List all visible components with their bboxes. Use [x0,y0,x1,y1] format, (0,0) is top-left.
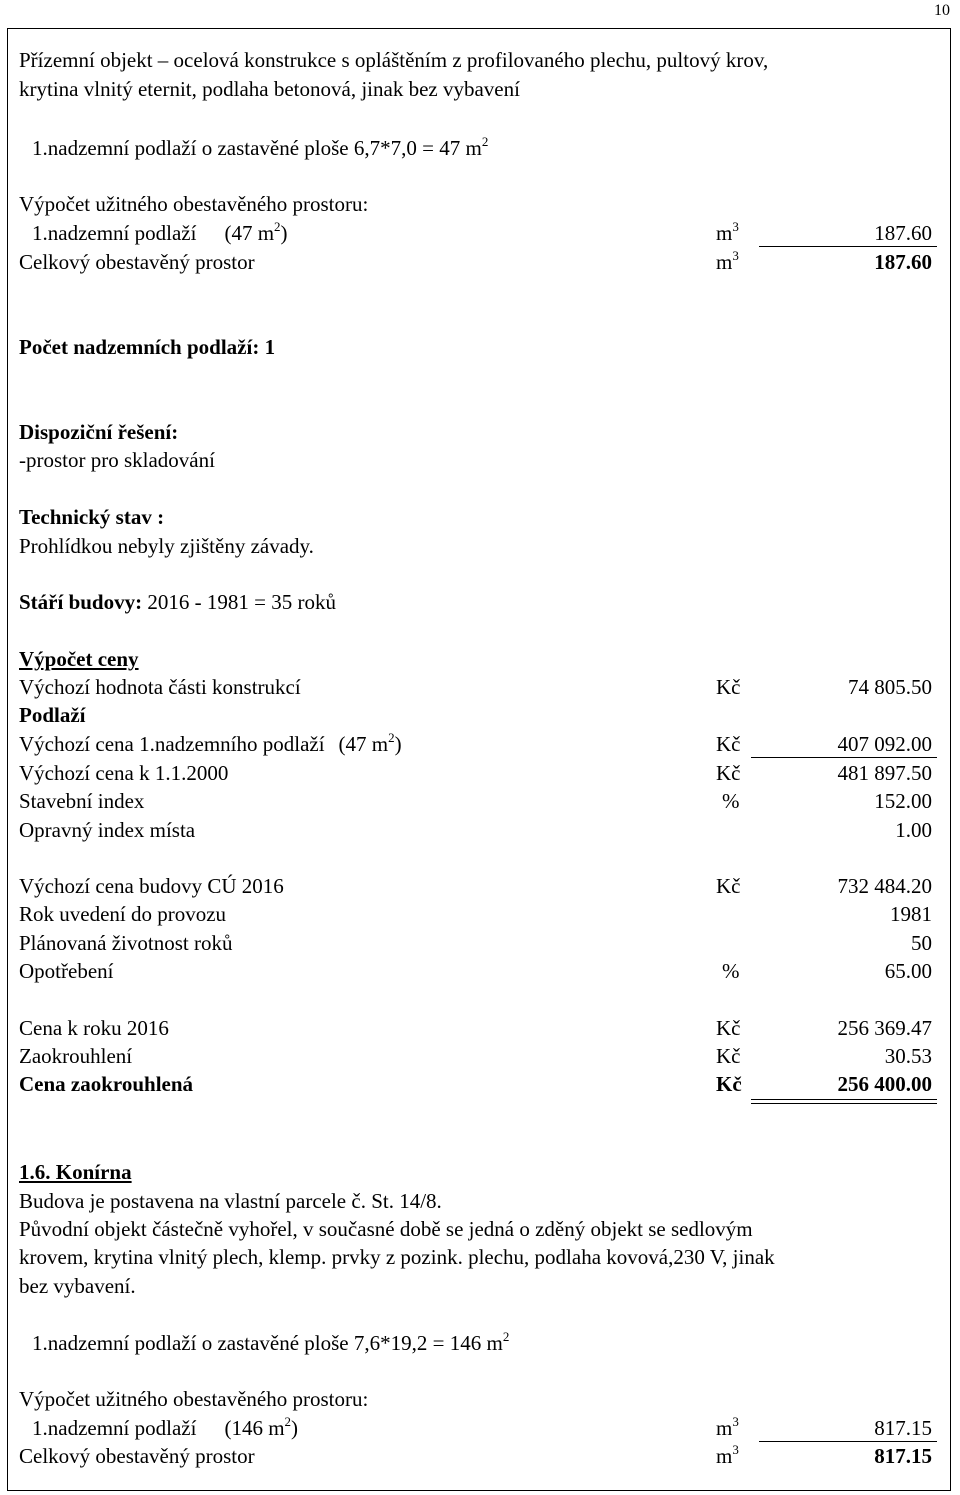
volume-2-sum-rule [759,1441,937,1442]
volume-2-total-label: Celkový obestavěný prostor [19,1444,255,1468]
year-in-use-label: Rok uvedení do provozu [19,902,227,926]
layout-text: -prostor pro skladování [19,448,215,472]
building-index-value: 152.00 [874,789,932,813]
wear-unit: % [722,959,740,983]
volume-1-row-unit-text: m [716,221,733,245]
building-index-label: Stavební index [19,789,145,813]
building-age-text: 2016 - 1981 = 35 roků [147,590,336,614]
volume-1-row-label [32,221,288,248]
volume-2-total-unit-text: m [716,1444,733,1468]
base-floor-label-a: Výchozí cena 1.nadzemního podlaží [19,732,325,756]
volume-1-row-unit [716,221,739,248]
base-floor-value: 407 092.00 [837,732,932,756]
volume-1-total-unit-text: m [716,250,733,274]
volume-2-row-unit-sup: 3 [732,1414,739,1429]
rounding-value: 30.53 [884,1044,932,1068]
volume-2-total-unit-sup: 3 [732,1442,739,1457]
condition-text: Prohlídkou nebyly zjištěny závady. [19,534,314,558]
floor-area-1 [32,136,488,163]
base-2000-unit: Kč [716,761,741,785]
floor-area-2 [32,1331,509,1358]
volume-1-total-value: 187.60 [874,250,932,274]
volume-1-row-value: 187.60 [874,221,932,245]
price-heading: Výpočet ceny [19,647,139,671]
volume-2-row-label [32,1416,298,1443]
location-index-label: Opravný index místa [19,818,196,842]
rounded-price-rule-1 [751,1099,937,1100]
building-index-unit: % [722,789,740,813]
rounded-price-value: 256 400.00 [837,1072,932,1096]
lifetime-value: 50 [911,931,932,955]
floor-area-2-sup: 2 [502,1329,510,1344]
volume-2-row-unit [716,1416,739,1443]
volume-1-total-label: Celkový obestavěný prostor [19,250,255,274]
volume-1-row-label-a: 1.nadzemní podlaží [32,221,197,245]
section-16-heading: 1.6. Konírna [19,1160,132,1184]
intro-line-1: Přízemní objekt – ocelová konstrukce s opláštěním z profilovaného plechu, pultový krov, [19,48,769,72]
volume-2-row-label-b: (146 m [224,1416,285,1440]
intro-line-2: krytina vlnitý eternit, podlaha betonová, jinak bez vybavení [19,77,520,101]
volume-2-total-value: 817.15 [874,1444,932,1468]
volume-1-total-unit [716,250,739,277]
volume-2-row-unit-text: m [716,1416,733,1440]
rounded-price-rule-2 [751,1103,937,1104]
base-building-unit: Kč [716,874,741,898]
floor-area-2-text: 1.nadzemní podlaží o zastavěné ploše 7,6*19,2 = 146 m [32,1331,503,1355]
section-16-p2-line-1: Původní objekt částečně vyhořel, v současné době se jedná o zděný objekt se sedlovým [19,1217,753,1241]
section-16-p2-line-3: bez vybavení. [19,1274,136,1298]
base-floor-sum-rule [751,757,937,758]
lifetime-label: Plánovaná životnost roků [19,931,233,955]
volume-1-row-unit-sup: 3 [732,219,739,234]
base-building-label: Výchozí cena budovy CÚ 2016 [19,874,284,898]
volume-2-row-sup: 2 [284,1414,292,1429]
wear-label: Opotřebení [19,959,114,983]
volume-1-total-unit-sup: 3 [732,248,739,263]
price-2016-value: 256 369.47 [837,1016,932,1040]
building-age-label: Stáří budovy: [19,590,143,614]
location-index-value: 1.00 [895,818,932,842]
base-2000-value: 481 897.50 [837,761,932,785]
condition-heading: Technický stav : [19,505,165,529]
volume-1-row-label-b: (47 m [224,221,275,245]
price-2016-label: Cena k roku 2016 [19,1016,169,1040]
volume-1-sum-rule [759,246,937,247]
section-16-p2-line-2: krovem, krytina vlnitý plech, klemp. prvky z pozink. plechu, podlaha kovová,230 V, jinak [19,1245,775,1269]
base-2000-label: Výchozí cena k 1.1.2000 [19,761,229,785]
building-age [19,590,336,614]
volume-2-heading: Výpočet užitného obestavěného prostoru: [19,1387,369,1411]
base-floor-label-b: (47 m [338,732,389,756]
base-floor-label-c: ) [394,732,402,756]
wear-value: 65.00 [884,959,932,983]
base-construction-unit: Kč [716,675,741,699]
section-16-p1: Budova je postavena na vlastní parcele č. St. 14/8. [19,1189,442,1213]
page-number: 10 [934,2,950,19]
volume-2-total-unit [716,1444,739,1471]
price-2016-unit: Kč [716,1016,741,1040]
base-building-value: 732 484.20 [837,874,932,898]
base-floor-unit: Kč [716,732,741,756]
base-construction-value: 74 805.50 [848,675,932,699]
volume-2-row-label-a: 1.nadzemní podlaží [32,1416,197,1440]
rounding-unit: Kč [716,1044,741,1068]
floors-subheading: Podlaží [19,703,86,727]
rounded-price-label: Cena zaokrouhlená [19,1072,194,1096]
base-floor-label [19,732,402,759]
floor-area-1-sup: 2 [481,134,489,149]
base-floor-sup: 2 [388,730,395,745]
rounded-price-unit: Kč [716,1072,742,1096]
volume-2-row-value: 817.15 [874,1416,932,1440]
base-construction-label: Výchozí hodnota části konstrukcí [19,675,301,699]
year-in-use-value: 1981 [890,902,932,926]
rounding-label: Zaokrouhlení [19,1044,133,1068]
volume-2-row-label-c: ) [291,1416,299,1440]
layout-heading: Dispoziční řešení: [19,420,179,444]
volume-1-row-label-c: ) [280,221,288,245]
floors-count [19,335,275,359]
volume-1-heading: Výpočet užitného obestavěného prostoru: [19,192,369,216]
floor-area-1-text: 1.nadzemní podlaží o zastavěné ploše 6,7*7,0 = 47 m [32,136,482,160]
floors-count-value: 1 [264,335,276,359]
volume-1-row-sup: 2 [274,219,281,234]
floors-count-label: Počet nadzemních podlaží: [19,335,260,359]
